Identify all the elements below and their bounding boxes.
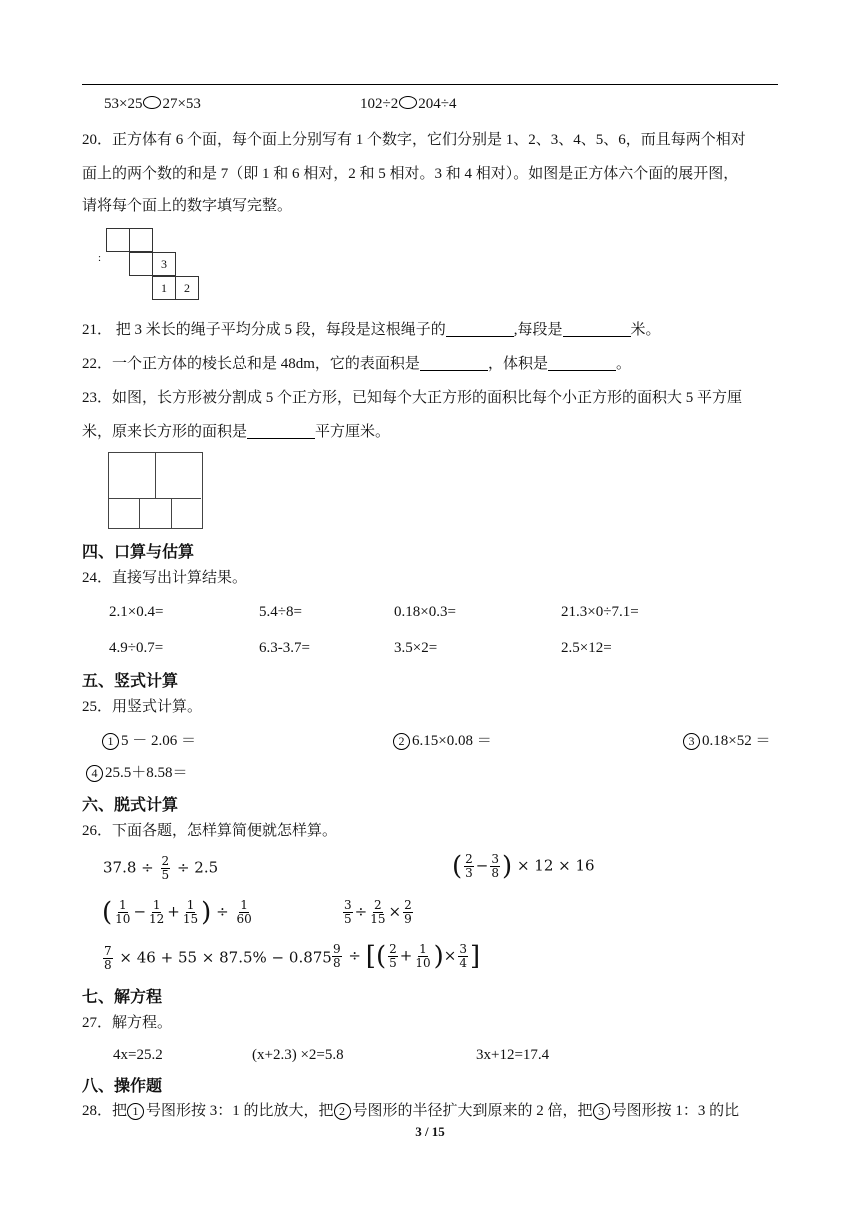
cube-net-figure: [98, 228, 208, 304]
fraction: [343, 899, 353, 926]
numerator: 2: [404, 898, 412, 912]
question-text: 下面各题，怎样算简便就怎样算。: [112, 823, 338, 839]
compare-left-expr: 102÷2: [360, 96, 399, 112]
denominator: 8: [104, 958, 112, 972]
oral-calc-item: 2.5×12=: [561, 640, 612, 656]
net-mark: :: [98, 252, 102, 264]
fraction: [458, 943, 468, 970]
circled-number: 4: [86, 765, 103, 782]
net-cell-1[interactable]: [152, 276, 176, 300]
fraction: [161, 855, 171, 882]
fraction: [148, 899, 165, 926]
net-cell[interactable]: [129, 228, 153, 252]
compare-circle-icon[interactable]: [143, 96, 161, 109]
calc-expr: 6.15×0.08 ＝: [412, 733, 492, 749]
numerator: 1: [419, 942, 427, 956]
question-text: 号图形的半径扩大到原来的 2 倍，把: [352, 1103, 593, 1119]
question-text: 米，原来长方形的面积是: [82, 424, 248, 440]
operator: +: [399, 946, 413, 965]
expr-2: [452, 853, 595, 880]
vertical-calc-item: [86, 763, 188, 783]
fraction: [235, 899, 252, 926]
oral-calc-item: 2.1×0.4=: [109, 604, 164, 620]
denominator: 60: [236, 912, 252, 926]
q28: [82, 1101, 739, 1121]
vertical-calc-item: [683, 731, 770, 751]
question-number: 22．: [82, 356, 113, 372]
q20-line-2: [82, 164, 738, 184]
net-cell-3[interactable]: [152, 252, 176, 276]
question-number: 25．: [82, 699, 113, 715]
compare-right-expr: 27×53: [162, 96, 201, 112]
circled-number: 3: [683, 733, 700, 750]
expr-5: [101, 945, 332, 972]
fraction: [388, 943, 398, 970]
question-text: 面上的两个数的和是 7（即 1 和 6 相对，2 和 5 相对。3 和 4 相对）。如图是正方体六个面的展开图，: [82, 166, 739, 182]
q20-line-1: [82, 130, 746, 150]
calc-expr: 25.5＋8.58＝: [105, 765, 188, 781]
question-number: 26．: [82, 823, 113, 839]
circled-number: 3: [593, 1103, 610, 1120]
operator: ×: [388, 902, 402, 921]
fraction: [490, 853, 500, 880]
denominator: 5: [389, 956, 397, 970]
fig-divider: [171, 498, 172, 528]
numerator: 1: [152, 898, 161, 912]
expr-part: ÷ 2.5: [176, 858, 219, 877]
circled-number: 1: [102, 733, 119, 750]
numerator: 9: [333, 942, 341, 956]
q27: [82, 1013, 172, 1033]
answer-blank[interactable]: [247, 423, 315, 439]
q23-line-2: [82, 422, 390, 442]
answer-blank[interactable]: [420, 355, 488, 371]
calc-expr: 0.18×52 ＝: [702, 733, 771, 749]
expr-1: [103, 855, 218, 882]
question-text: 用竖式计算。: [112, 699, 203, 715]
fig-divider: [155, 453, 156, 499]
net-label: 1: [161, 281, 167, 295]
operator: −: [475, 856, 489, 875]
denominator: 3: [465, 866, 473, 880]
denominator: 5: [161, 868, 170, 882]
numerator: 3: [344, 898, 352, 912]
expr-part: 37.8 ÷: [103, 858, 154, 877]
net-label: 3: [161, 257, 167, 271]
operator: +: [167, 902, 180, 921]
oral-calc-item: 5.4÷8=: [259, 604, 302, 620]
question-text: 正方体有 6 个面，每个面上分别写有 1 个数字，它们分别是 1、2、3、4、5、6，而且每两个相对: [112, 132, 746, 148]
question-number: 28．: [82, 1103, 113, 1119]
denominator: 10: [415, 956, 431, 970]
question-text: 请将每个面上的数字填写完整。: [82, 198, 293, 214]
calc-expr: 5 － 2.06 ＝: [121, 733, 197, 749]
operator: ÷: [216, 902, 229, 921]
fig-divider: [109, 498, 201, 499]
numerator: 1: [186, 898, 195, 912]
oral-calc-item: 6.3-3.7=: [259, 640, 310, 656]
paren-open: (: [102, 897, 113, 928]
question-number: 20．: [82, 132, 113, 148]
question-text: ，体积是: [487, 356, 548, 372]
fraction: [464, 853, 474, 880]
question-text: ,每段是: [513, 322, 563, 338]
net-cell[interactable]: [106, 228, 130, 252]
question-text: 米。: [630, 322, 661, 338]
question-text: 把 3 米长的绳子平均分成 5 段，每段是这根绳子的: [112, 322, 446, 338]
question-text: 。: [615, 356, 631, 372]
question-text: 平方厘米。: [315, 424, 391, 440]
operator: −: [133, 902, 147, 921]
section-heading: 八、操作题: [82, 1076, 163, 1095]
denominator: 4: [459, 956, 467, 970]
fraction: [403, 899, 413, 926]
header-rule: [82, 84, 778, 85]
compare-item-2: [360, 94, 456, 114]
q23-line-1: [82, 388, 742, 408]
question-text: 一个正方体的棱长总和是 48dm，它的表面积是: [112, 356, 420, 372]
bracket-open: [: [365, 941, 376, 972]
answer-blank[interactable]: [446, 321, 514, 337]
paren-close: ): [433, 941, 444, 972]
question-text: 如图，长方形被分割成 5 个正方形，已知每个大正方形的面积比每个小正方形的面积大 5 平方厘: [112, 390, 743, 406]
expr-6: [330, 943, 480, 970]
numerator: 2: [161, 854, 170, 868]
oral-calc-item: 4.9÷0.7=: [109, 640, 164, 656]
vertical-calc-item: [102, 731, 196, 751]
expr-3: [102, 899, 255, 926]
question-text: 号图形按 3：1 的比放大，把: [146, 1103, 334, 1119]
oral-calc-item: 0.18×0.3=: [394, 604, 456, 620]
equation: 4x=25.2: [113, 1047, 163, 1063]
circled-number: 1: [127, 1103, 144, 1120]
question-text: 把: [112, 1103, 128, 1119]
answer-blank[interactable]: [548, 355, 616, 371]
oral-calc-item: 3.5×2=: [394, 640, 438, 656]
compare-circle-icon[interactable]: [399, 96, 417, 109]
fraction: [369, 899, 386, 926]
page-number: 3 / 15: [415, 1124, 445, 1139]
q24: [82, 568, 247, 588]
section-heading: 四、口算与估算: [82, 542, 195, 561]
vertical-calc-item: [393, 731, 492, 751]
question-text: 解方程。: [112, 1015, 173, 1031]
paren-close: ): [201, 897, 212, 928]
section-heading: 五、竖式计算: [82, 671, 179, 690]
expr-part: × 12 × 16: [516, 856, 595, 875]
q26: [82, 821, 337, 841]
question-number: 21．: [82, 322, 113, 338]
denominator: 5: [344, 912, 352, 926]
paren-open: (: [452, 851, 463, 882]
denominator: 15: [370, 912, 386, 926]
numerator: 2: [374, 898, 382, 912]
q22: [82, 354, 631, 374]
fraction: [182, 899, 199, 926]
expr-4: [341, 899, 415, 926]
numerator: 2: [465, 852, 473, 866]
circled-number: 2: [334, 1103, 351, 1120]
numerator: 3: [459, 942, 467, 956]
denominator: 10: [115, 912, 131, 926]
section-heading: 六、脱式计算: [82, 795, 179, 814]
operator: ÷: [348, 946, 361, 965]
question-number: 24．: [82, 570, 113, 586]
numerator: 7: [104, 944, 112, 958]
section-heading: 七、解方程: [82, 987, 163, 1006]
question-number: 27．: [82, 1015, 113, 1031]
net-label: 2: [184, 281, 190, 295]
q20-line-3: [82, 196, 292, 216]
expr-part: × 46 + 55 × 87.5% − 0.875: [119, 948, 332, 967]
bracket-close: ]: [469, 941, 481, 972]
question-number: 23．: [82, 390, 113, 406]
net-cell-2[interactable]: [175, 276, 199, 300]
numerator: 1: [118, 898, 127, 912]
oral-calc-item: 21.3×0÷7.1=: [561, 604, 639, 620]
question-text: 直接写出计算结果。: [112, 570, 248, 586]
denominator: 12: [149, 912, 165, 926]
operator: ÷: [354, 902, 368, 921]
denominator: 8: [491, 866, 500, 880]
numerator: 2: [389, 942, 397, 956]
denominator: 15: [182, 912, 199, 926]
question-text: 号图形按 1：3 的比: [611, 1103, 740, 1119]
fraction: [332, 943, 342, 970]
rectangle-squares-figure: [108, 452, 203, 529]
paren-close: ): [502, 851, 513, 882]
compare-right-expr: 204÷4: [418, 96, 457, 112]
q21: [82, 320, 661, 340]
compare-left-expr: 53×25: [104, 96, 143, 112]
fig-divider: [139, 498, 140, 528]
numerator: 1: [240, 898, 248, 912]
denominator: 9: [404, 912, 412, 926]
answer-blank[interactable]: [563, 321, 631, 337]
q25: [82, 697, 202, 717]
compare-item-1: [104, 94, 201, 114]
numerator: 3: [491, 852, 500, 866]
equation: (x+2.3) ×2=5.8: [252, 1047, 344, 1063]
denominator: 8: [333, 956, 341, 970]
fraction: [103, 945, 113, 972]
equation: 3x+12=17.4: [476, 1047, 550, 1063]
fraction: [114, 899, 131, 926]
paren-open: (: [375, 941, 387, 972]
circled-number: 2: [393, 733, 410, 750]
net-cell[interactable]: [129, 252, 153, 276]
operator: ×: [443, 946, 457, 965]
fraction: [414, 943, 431, 970]
